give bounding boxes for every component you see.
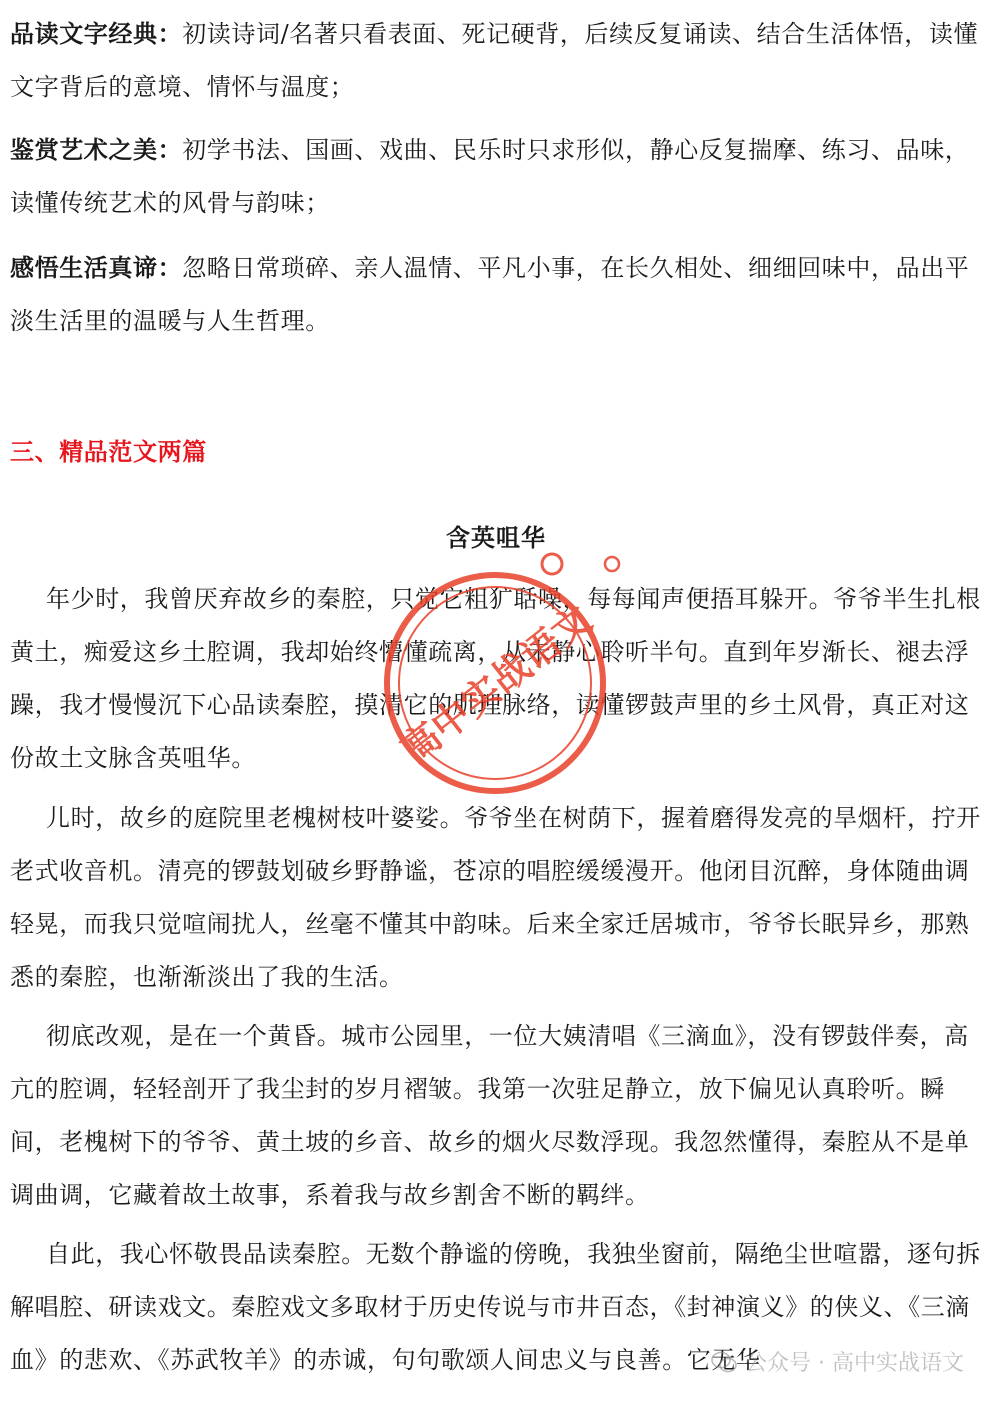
essay-title: 含英咀华 bbox=[446, 524, 546, 552]
section-heading: 三、精品范文两篇 bbox=[10, 438, 207, 466]
item-art-appreciation bbox=[10, 124, 985, 230]
essay-paragraph: 儿时，故乡的庭院里老槐树枝叶婆娑。爷爷坐在树荫下，握着磨得发亮的旱烟杆，拧开老式收音机。清亮的锣鼓划破乡野静谧，苍凉的唱腔缓缓漫开。他闭目沉醉，身体随曲调轻晃，而我只觉喧闹扰人，丝毫不懂其中韵味。后来全家迁居城市，爷爷长眠异乡，那熟悉的秦腔，也渐渐淡出了我的生活。 bbox=[10, 804, 981, 991]
stamp-text: 高中实战语文 bbox=[392, 597, 600, 773]
essay-paragraph: 年少时，我曾厌弃故乡的秦腔，只觉它粗犷聒噪，每每闻声便捂耳躲开。爷爷半生扎根黄土，痴爱这乡土腔调，我却始终懵懂疏离，从未静心聆听半句。直到年岁渐长、褪去浮躁，我才慢慢沉下心品读秦腔，摸清它的肌理脉络，读懂锣鼓声里的乡土风骨，真正对这份故土文脉含英咀华。 bbox=[10, 585, 981, 772]
essay-paragraph: 彻底改观，是在一个黄昏。城市公园里，一位大姨清唱《三滴血》，没有锣鼓伴奏，高亢的腔调，轻轻剖开了我尘封的岁月褶皱。我第一次驻足静立，放下偏见认真聆听。瞬间，老槐树下的爷爷、黄土坡的乡音、故乡的烟火尽数浮现。我忽然懂得，秦腔从不是单调曲调，它藏着故土故事，系着我与故乡割舍不断的羁绊。 bbox=[10, 1022, 970, 1209]
item-lead: 感悟生活真谛： bbox=[10, 254, 183, 282]
essay-paragraph: 自此，我心怀敬畏品读秦腔。无数个静谧的傍晚，我独坐窗前，隔绝尘世喧嚣，逐句拆解唱腔、研读戏文。秦腔戏文多取材于历史传说与市井百态，《封神演义》的侠义、《三滴血》的悲欢、《苏武牧羊》的赤诚，句句歌颂人间忠义与良善。它无华 bbox=[10, 1240, 981, 1374]
item-life-truth bbox=[10, 242, 985, 348]
item-text: 初读诗词/名著只看表面、死记硬背，后续反复诵读、结合生活体悟，读懂文字背后的意境、情怀与温度； bbox=[10, 20, 979, 101]
item-lead: 鉴赏艺术之美： bbox=[10, 136, 183, 164]
watermark-text: 公众号 · 高中实战语文 bbox=[745, 1351, 964, 1376]
item-text: 初学书法、国画、戏曲、民乐时只求形似，静心反复揣摩、练习、品味，读懂传统艺术的风骨与韵味； bbox=[10, 136, 970, 217]
wechat-icon bbox=[711, 1351, 737, 1373]
watermark bbox=[711, 1346, 964, 1377]
item-reading-classics bbox=[10, 8, 985, 114]
item-text: 忽略日常琐碎、亲人温情、平凡小事，在长久相处、细细回味中，品出平淡生活里的温暖与人生哲理。 bbox=[10, 254, 970, 335]
item-lead: 品读文字经典： bbox=[10, 20, 183, 48]
